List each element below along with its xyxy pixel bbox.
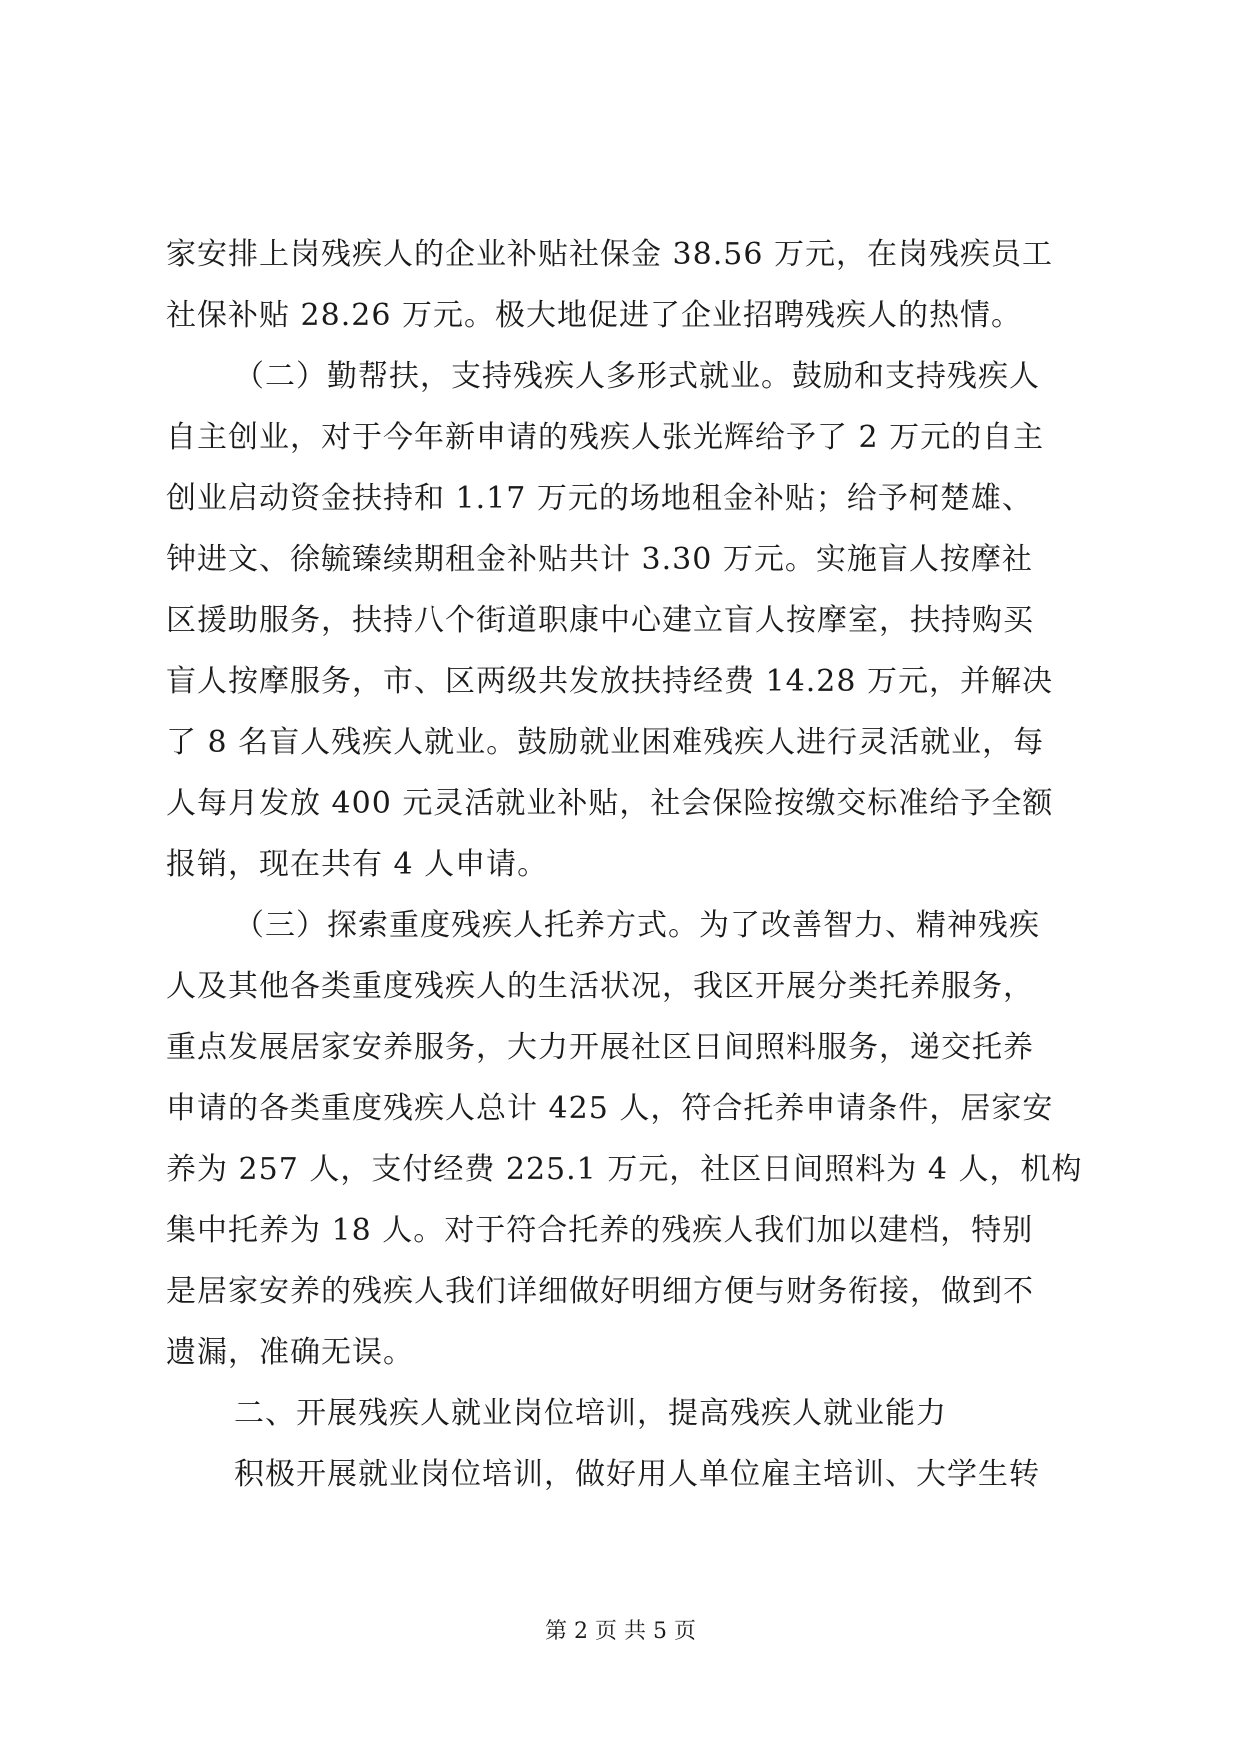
text-line: 家安排上岗残疾人的企业补贴社保金 38.56 万元，在岗残疾员工 — [166, 237, 1053, 272]
paragraph-1 — [166, 224, 1076, 346]
section-heading: 二、开展残疾人就业岗位培训，提高残疾人就业能力 — [234, 1396, 947, 1431]
document-body — [166, 224, 1083, 1505]
text-line: 报销，现在共有 4 人申请。 — [166, 847, 549, 882]
text-line: （三）探索重度残疾人托养方式。为了改善智力、精神残疾 — [234, 908, 1040, 943]
text-line: 了 8 名盲人残疾人就业。鼓励就业困难残疾人进行灵活就业，每 — [166, 725, 1045, 760]
text-line: 是居家安养的残疾人我们详细做好明细方便与财务衔接，做到不 — [166, 1274, 1034, 1309]
text-line: 申请的各类重度残疾人总计 425 人，符合托养申请条件，居家安 — [166, 1091, 1054, 1126]
text-line: 集中托养为 18 人。对于符合托养的残疾人我们加以建档，特别 — [166, 1213, 1034, 1248]
text-line: 盲人按摩服务，市、区两级共发放扶持经费 14.28 万元，并解决 — [166, 664, 1053, 699]
paragraph-4 — [166, 1444, 1076, 1505]
text-line: 钟进文、徐毓臻续期租金补贴共计 3.30 万元。实施盲人按摩社 — [166, 542, 1033, 577]
text-line: 创业启动资金扶持和 1.17 万元的场地租金补贴；给予柯楚雄、 — [166, 481, 1033, 516]
text-line: 区援助服务，扶持八个街道职康中心建立盲人按摩室，扶持购买 — [166, 603, 1034, 638]
page-number-footer: 第 2 页 共 5 页 — [545, 1619, 696, 1644]
text-line: 社保补贴 28.26 万元。极大地促进了企业招聘残疾人的热情。 — [166, 298, 1022, 333]
text-line: 人每月发放 400 元灵活就业补贴，社会保险按缴交标准给予全额 — [166, 786, 1054, 821]
text-line: 重点发展居家安养服务，大力开展社区日间照料服务，递交托养 — [166, 1030, 1034, 1065]
paragraph-3 — [166, 895, 1083, 1383]
text-line: 积极开展就业岗位培训，做好用人单位雇主培训、大学生转 — [234, 1457, 1040, 1492]
text-line: 遗漏，准确无误。 — [166, 1335, 414, 1370]
text-line: 养为 257 人，支付经费 225.1 万元，社区日间照料为 4 人，机构 — [166, 1152, 1083, 1187]
text-line: （二）勤帮扶，支持残疾人多形式就业。鼓励和支持残疾人 — [234, 359, 1040, 394]
text-line: 人及其他各类重度残疾人的生活状况，我区开展分类托养服务， — [166, 969, 1034, 1004]
text-line: 自主创业，对于今年新申请的残疾人张光辉给予了 2 万元的自主 — [166, 420, 1045, 455]
paragraph-2 — [166, 346, 1076, 895]
